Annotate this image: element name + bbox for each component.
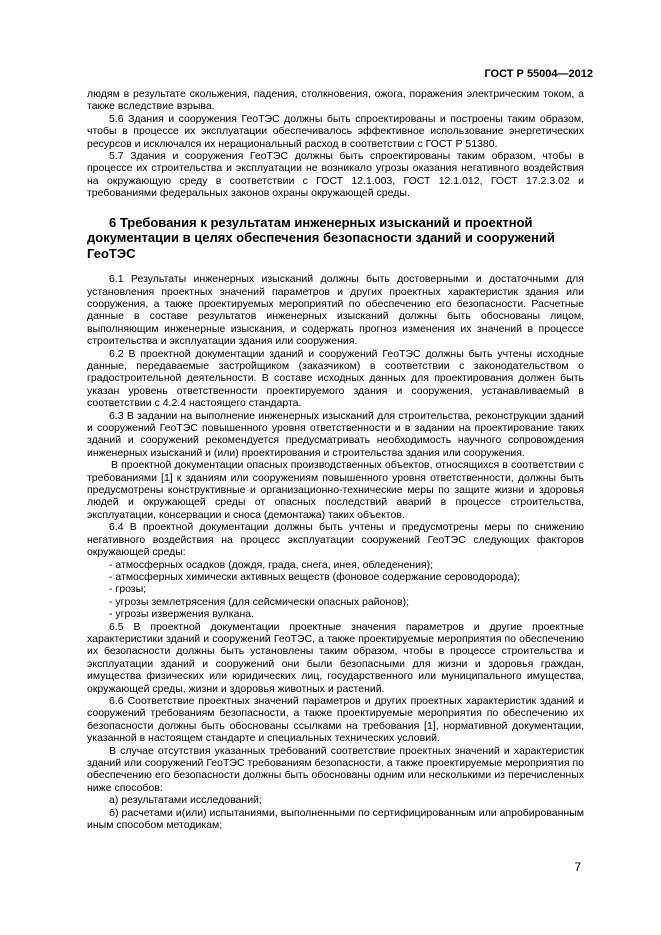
paragraph-5-7: 5.7 Здания и сооружения ГеоТЭС должны быть спроектированы таким образом, чтобы в процессе их строительства и эксплуатации не возникало угрозы оказания негативного воздействия на окружающую среду в соответствии с ГОСТ 12.1.003, ГОСТ 12.1.012, ГОСТ 17.2.3.02 и требованиями федеральных законов охраны окружающей среды. bbox=[87, 150, 584, 200]
paragraph-6-6: 6.6 Соответствие проектных значений параметров и других проектных характеристик зданий и сооружений требованиям безопасности, а также проектируемые мероприятия по обеспечению их безопасности должны быть обоснованы ссылками на требования [1], нормативной документации, указанной в настоящем стандарте и специальных технических условий. bbox=[87, 694, 584, 745]
page-number: 7 bbox=[574, 860, 581, 874]
paragraph-hazardous-objects: В проектной документации опасных производственных объектов, относящихся в соответствии с требованиями [1] к зданиям или сооружениям повышенного уровня ответственности, должны быть предусмотрены конструктивные и организационно-технические меры по защите жизни и здоровья людей и окружающей среды от опасных последствий аварий в процессе строительства, эксплуатации, консервации и сноса (демонтажа) таких объектов. bbox=[87, 459, 584, 521]
paragraph-6-1: 6.1 Результаты инженерных изысканий должны быть достоверными и достаточными для установления проектных значений параметров и других проектных характеристик здания или сооружения, а также проектируемых мероприятий по обеспечению его безопасности. Расчетные данные в составе результатов инженерных изысканий должны быть обоснованы лицом, выполняющим инженерные изыскания, и содержать прогноз изменения их значений в процессе строительства и эксплуатации здания или сооружения. bbox=[87, 273, 584, 348]
paragraph-6-2: 6.2 В проектной документации зданий и сооружений ГеоТЭС должны быть учтены исходные данные, передаваемые застройщиком (заказчиком) в соответствии с законодательством о градостроительной деятельности. В составе исходных данных для проектирования должен быть указан уровень ответственности проектируемого здания и сооружения, устанавливаемый в соответствии с 4.2.4 настоящего стандарта. bbox=[87, 347, 584, 410]
paragraph-6-5: 6.5 В проектной документации проектные значения параметров и другие проектные характеристики зданий и сооружений ГеоТЭС, а также проектируемые мероприятия по обеспечению их безопасности должны быть установлены таким образом, чтобы в процессе строительства и эксплуатации зданий и сооружений они были безопасными для жизни и здоровья граждан, имущества физических или юридических лиц, государственного или муниципального имущества, окружающей среды, жизни и здоровья животных и растений. bbox=[87, 620, 584, 695]
paragraph-continuation: людям в результате скольжения, падения, столкновения, ожога, поражения электрическим током, а также вследствие взрыва. bbox=[87, 88, 584, 113]
list-item: - атмосферных химически активных веществ (фоновое содержание сероводорода); bbox=[109, 570, 521, 583]
list-item: б) расчетами и(или) испытаниями, выполненными по сертифицированным или апробированным иным способом методикам; bbox=[87, 806, 584, 832]
list-item: а) результатами исследований; bbox=[109, 794, 262, 807]
paragraph-6-3: 6.3 В задании на выполнение инженерных изысканий для строительства, реконструкции зданий и сооружений ГеоТЭС повышенного уровня ответственности и в задании на проектирование таких зданий и сооружений рекомендуется предусматривать необходимость научного сопровождения инженерных изысканий и (или) проектирования и строительства здания или сооружения. bbox=[87, 409, 584, 459]
list-item: - угрозы землетрясения (для сейсмически опасных районов); bbox=[109, 595, 409, 608]
list-item: - атмосферных осадков (дождя, града, снега, инея, обледенения); bbox=[109, 558, 434, 571]
page-body bbox=[87, 88, 584, 831]
paragraph-6-4: 6.4 В проектной документации должны быть учтены и предусмотрены меры по снижению негативного воздействия на процесс эксплуатации сооружений ГеоТЭС следующих факторов окружающей среды: bbox=[87, 521, 584, 559]
section-heading-6: 6 Требования к результатам инженерных изысканий и проектной документации в целях обеспечения безопасности зданий и сооружений ГеоТЭС bbox=[87, 214, 555, 261]
list-item: - угрозы извержения вулкана. bbox=[109, 608, 254, 621]
document-code: ГОСТ Р 55004—2012 bbox=[484, 68, 593, 80]
paragraph-absence-requirements: В случае отсутствия указанных требований соответствие проектных значений и характеристик зданий или сооружений ГеоТЭС требованиям безопасности, а также проектируемые мероприятия по обеспечению его безопасности должны быть обоснованы одним или несколькими из перечисленных ниже способов: bbox=[87, 744, 584, 794]
paragraph-5-6: 5.6 Здания и сооружения ГеоТЭС должны быть спроектированы и построены таким образом, чтобы в процессе их эксплуатации обеспечивалось эффективное использование энергетических ресурсов и исключался их нерациональный расход в соответствии с ГОСТ Р 51380. bbox=[87, 112, 584, 150]
list-item: - грозы; bbox=[109, 583, 147, 596]
